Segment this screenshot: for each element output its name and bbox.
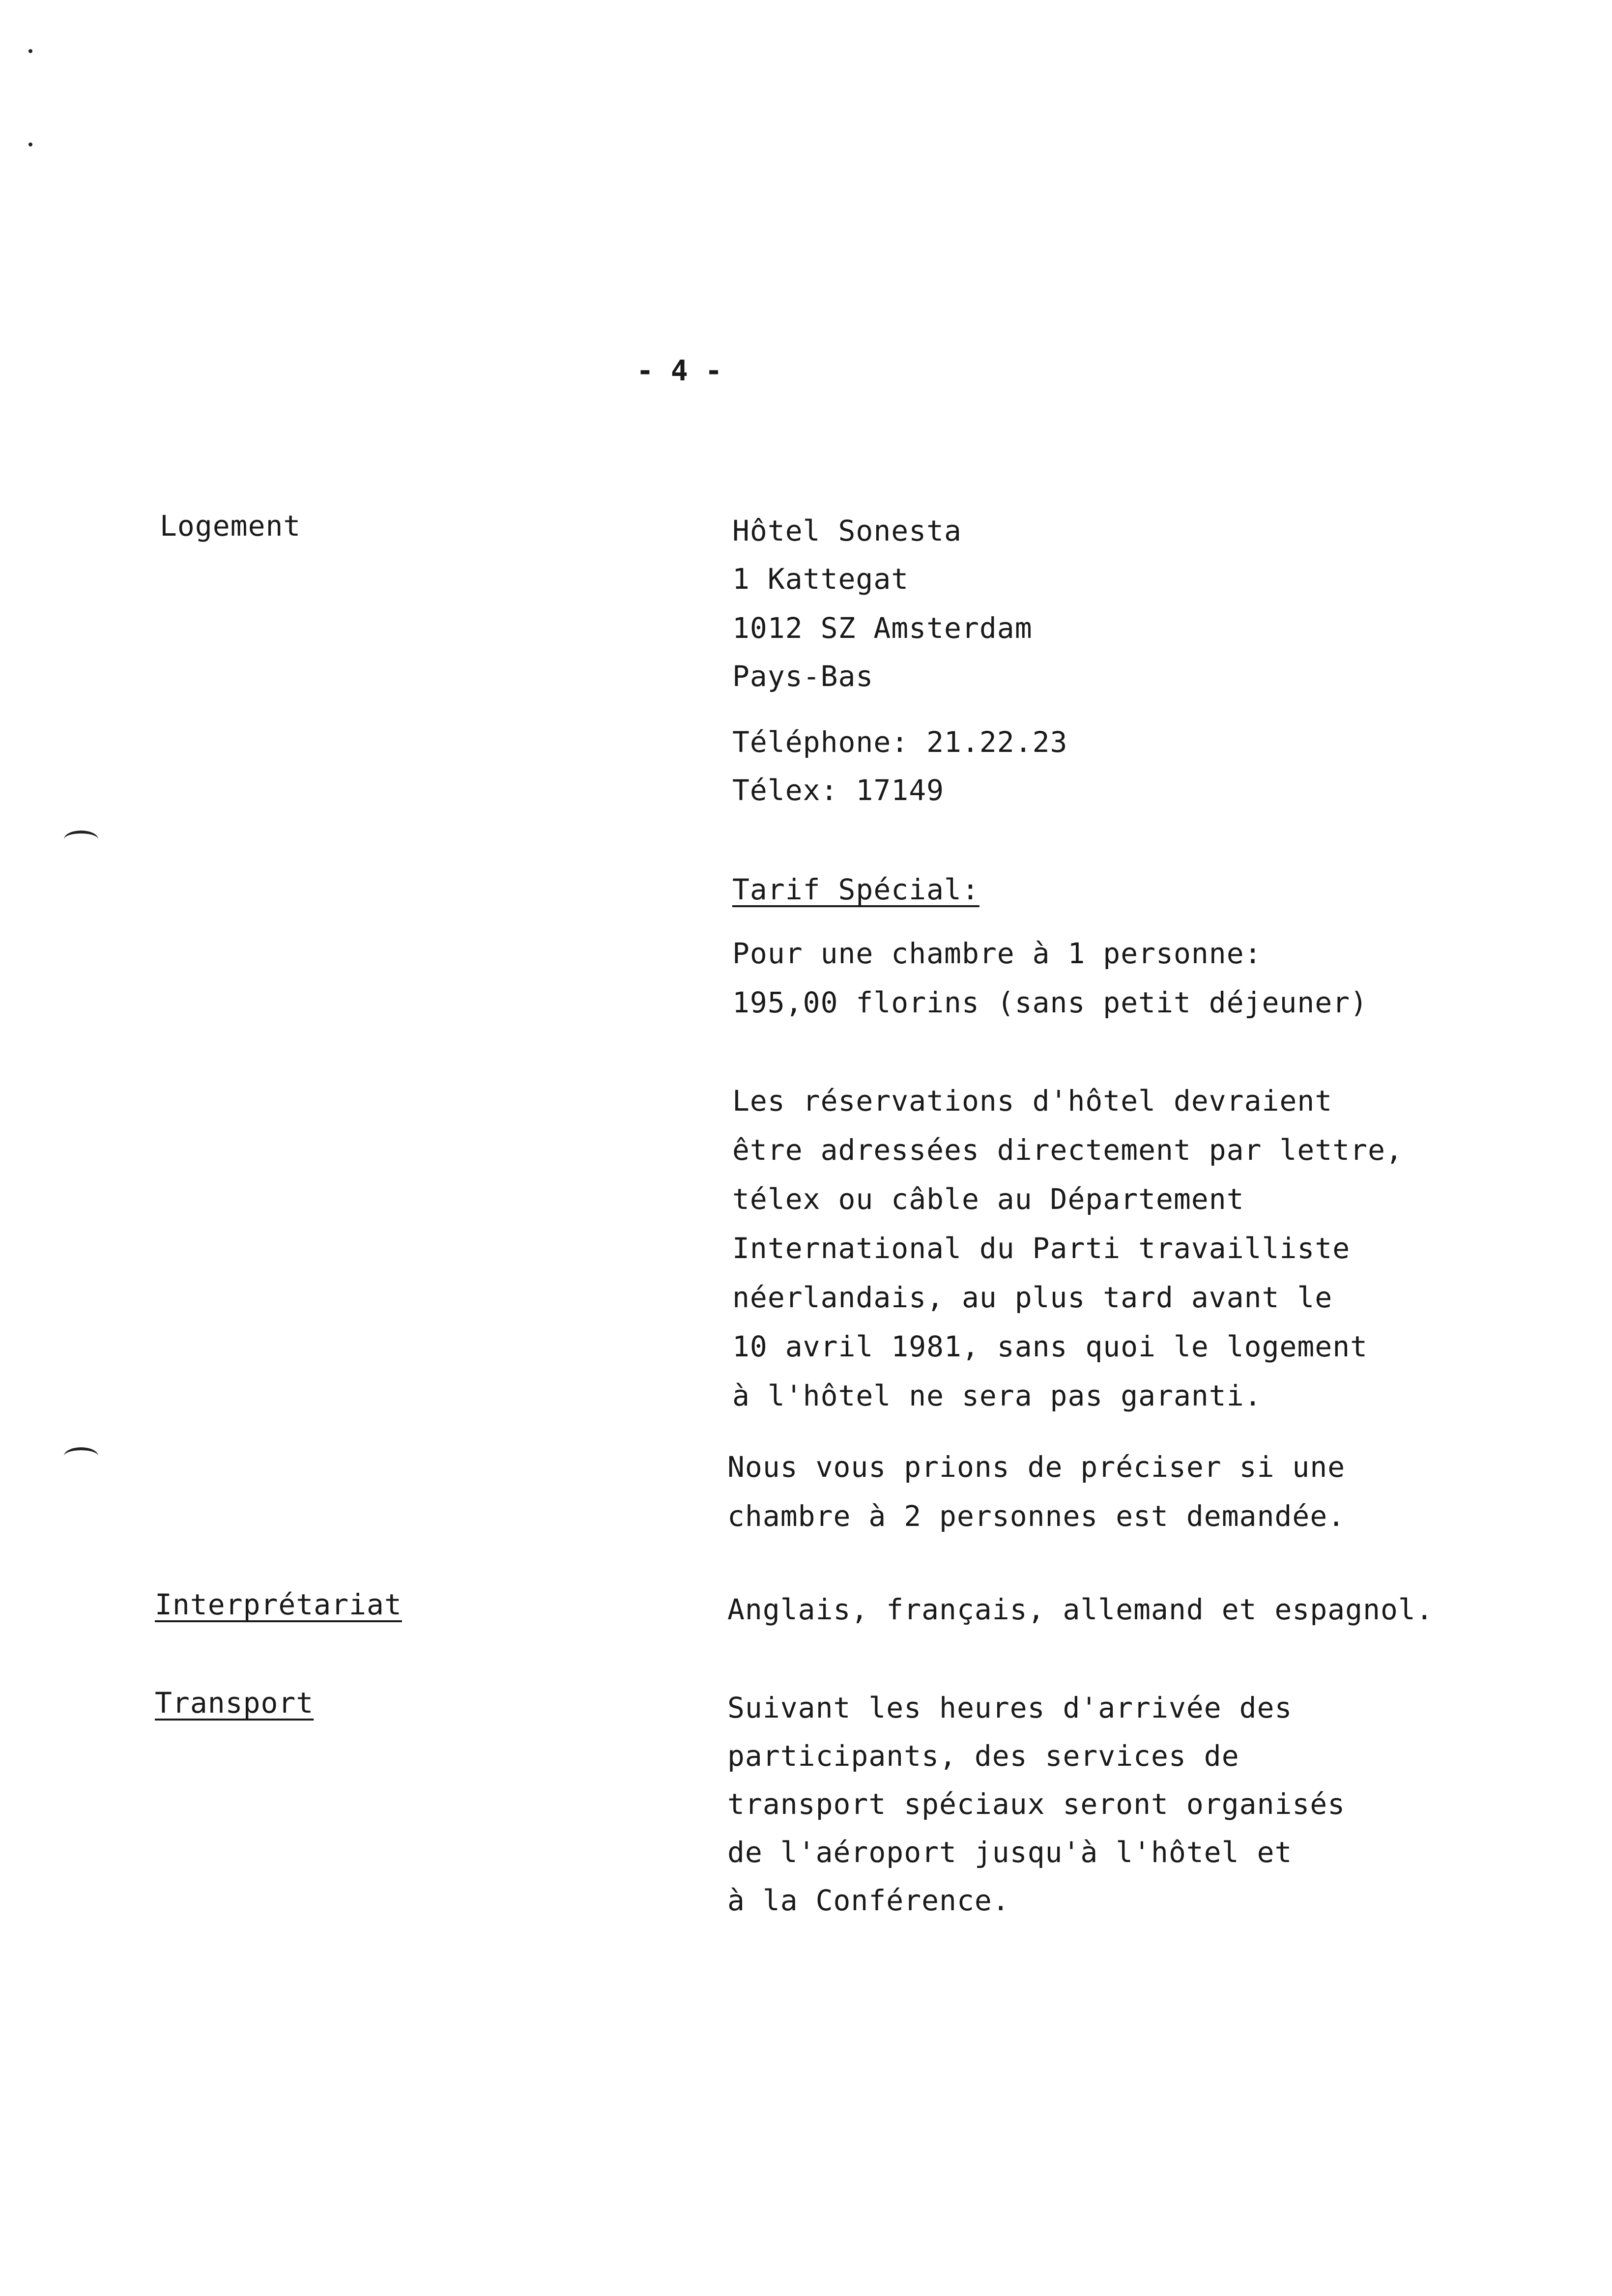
reservation-line: International du Parti travailliste xyxy=(732,1232,1351,1265)
scan-margin-mark xyxy=(64,831,98,848)
section-label-transport: Transport xyxy=(155,1686,314,1720)
reservation-line: télex ou câble au Département xyxy=(732,1182,1244,1216)
reservation-line: Les réservations d'hôtel devraient xyxy=(732,1084,1333,1118)
transport-line: participants, des services de xyxy=(727,1739,1239,1773)
tarif-line: Pour une chambre à 1 personne: xyxy=(732,937,1262,970)
transport-line: à la Conférence. xyxy=(727,1884,1010,1917)
note-line: chambre à 2 personnes est demandée. xyxy=(727,1499,1346,1533)
hotel-telex: Télex: 17149 xyxy=(732,774,945,807)
hotel-street: 1 Kattegat xyxy=(732,562,909,596)
hotel-city: 1012 SZ Amsterdam xyxy=(732,611,1033,645)
reservation-line: néerlandais, au plus tard avant le xyxy=(732,1281,1333,1314)
section-label-interpretariat: Interprétariat xyxy=(155,1588,402,1621)
note-line: Nous vous prions de préciser si une xyxy=(727,1450,1346,1484)
reservation-line: 10 avril 1981, sans quoi le logement xyxy=(732,1330,1368,1363)
hotel-country: Pays-Bas xyxy=(732,660,874,693)
interpretariat-languages: Anglais, français, allemand et espagnol. xyxy=(727,1593,1434,1626)
reservation-line: à l'hôtel ne sera pas garanti. xyxy=(732,1379,1262,1412)
scan-speck xyxy=(29,143,32,146)
transport-line: de l'aéroport jusqu'à l'hôtel et xyxy=(727,1836,1293,1869)
section-label-logement: Logement xyxy=(160,509,301,543)
transport-line: Suivant les heures d'arrivée des xyxy=(727,1691,1293,1724)
page-number: - 4 - xyxy=(636,354,722,387)
hotel-name: Hôtel Sonesta xyxy=(732,514,962,547)
tarif-heading: Tarif Spécial: xyxy=(732,873,979,906)
tarif-line: 195,00 florins (sans petit déjeuner) xyxy=(732,986,1368,1019)
scan-speck xyxy=(29,49,32,53)
hotel-telephone: Téléphone: 21.22.23 xyxy=(732,725,1068,759)
scan-margin-mark xyxy=(64,1447,98,1465)
reservation-line: être adressées directement par lettre, xyxy=(732,1133,1403,1167)
transport-line: transport spéciaux seront organisés xyxy=(727,1787,1346,1821)
